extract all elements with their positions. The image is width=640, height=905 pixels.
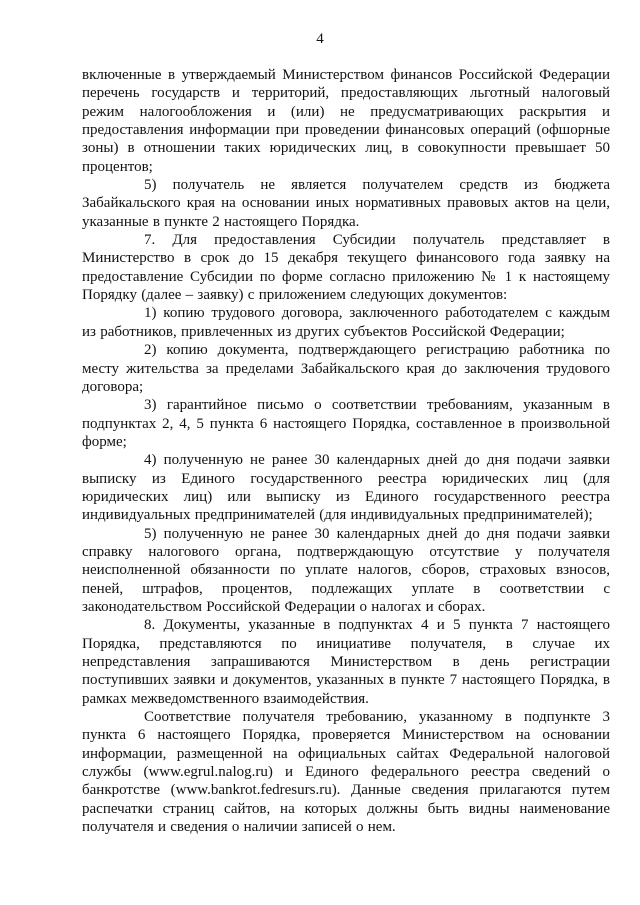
paragraph-3: 7. Для предоставления Субсидии получатель представляет в Министерство в срок до 15 декабря текущего финансового года заявку на предоставление Субсидии по форме согласно приложению № 1 к настоящему Порядку (далее – заявку) с приложением следующих документов: xyxy=(82,232,610,304)
paragraph-7: 4) полученную не ранее 30 календарных дней до дня подачи заявки выписку из Единого государственного реестра юридических лиц (для юридических лиц) или выписку из Единого государственного реестра индивидуальных предпринимателей (для индивидуальных предпринимателей); xyxy=(82,452,610,524)
paragraph-8: 5) полученную не ранее 30 календарных дней до дня подачи заявки справку налогового органа, подтверждающую отсутствие у получателя неисполненной обязанности по уплате налогов, сборов, страховых взносов, пеней, штрафов, процентов, подлежащих уплате в соответствии с законодательством Российской Федерации о налогах и сборах. xyxy=(82,525,610,615)
paragraph-5: 2) копию документа, подтверждающего регистрацию работника по месту жительства за пределами Забайкальского края до заключения трудового договора; xyxy=(82,342,610,395)
paragraph-2: 5) получатель не является получателем средств из бюджета Забайкальского края на основании иных нормативных правовых актов на цели, указанные в пункте 2 настоящего Порядка. xyxy=(82,177,610,230)
document-body xyxy=(82,66,610,836)
page-number: 4 xyxy=(316,31,324,47)
paragraph-10: Соответствие получателя требованию, указанному в подпункте 3 пункта 6 настоящего Порядка, проверяется Министерством на основании информации, размещенной на официальных сайтах Федеральной налоговой службы (www.egrul.nalog.ru) и Единого федерального реестра сведений о банкротстве (www.bankrot.fedresurs.ru). Данные сведения прилагаются путем распечатки страниц сайтов, на которых должны быть видны наименование получателя и сведения о наличии записей о нем. xyxy=(82,709,610,836)
paragraph-1: включенные в утверждаемый Министерством финансов Российской Федерации перечень государств и территорий, предоставляющих льготный налоговый режим налогообложения и (или) не предусматривающих раскрытия и предоставления информации при проведении финансовых операций (офшорные зоны) в отношении таких юридических лиц, в совокупности превышает 50 процентов; xyxy=(82,67,610,175)
paragraph-4: 1) копию трудового договора, заключенного работодателем с каждым из работников, привлеченных из других субъектов Российской Федерации; xyxy=(82,305,610,340)
paragraph-9: 8. Документы, указанные в подпунктах 4 и 5 пункта 7 настоящего Порядка, представляются по инициативе получателя, в случае их непредставления запрашиваются Министерством в день регистрации поступивших заявки и документов, указанных в пункте 7 настоящего Порядка, в рамках межведомственного взаимодействия. xyxy=(82,617,610,707)
paragraph-6: 3) гарантийное письмо о соответствии требованиям, указанным в подпунктах 2, 4, 5 пункта 6 настоящего Порядка, составленное в произвольной форме; xyxy=(82,397,610,450)
